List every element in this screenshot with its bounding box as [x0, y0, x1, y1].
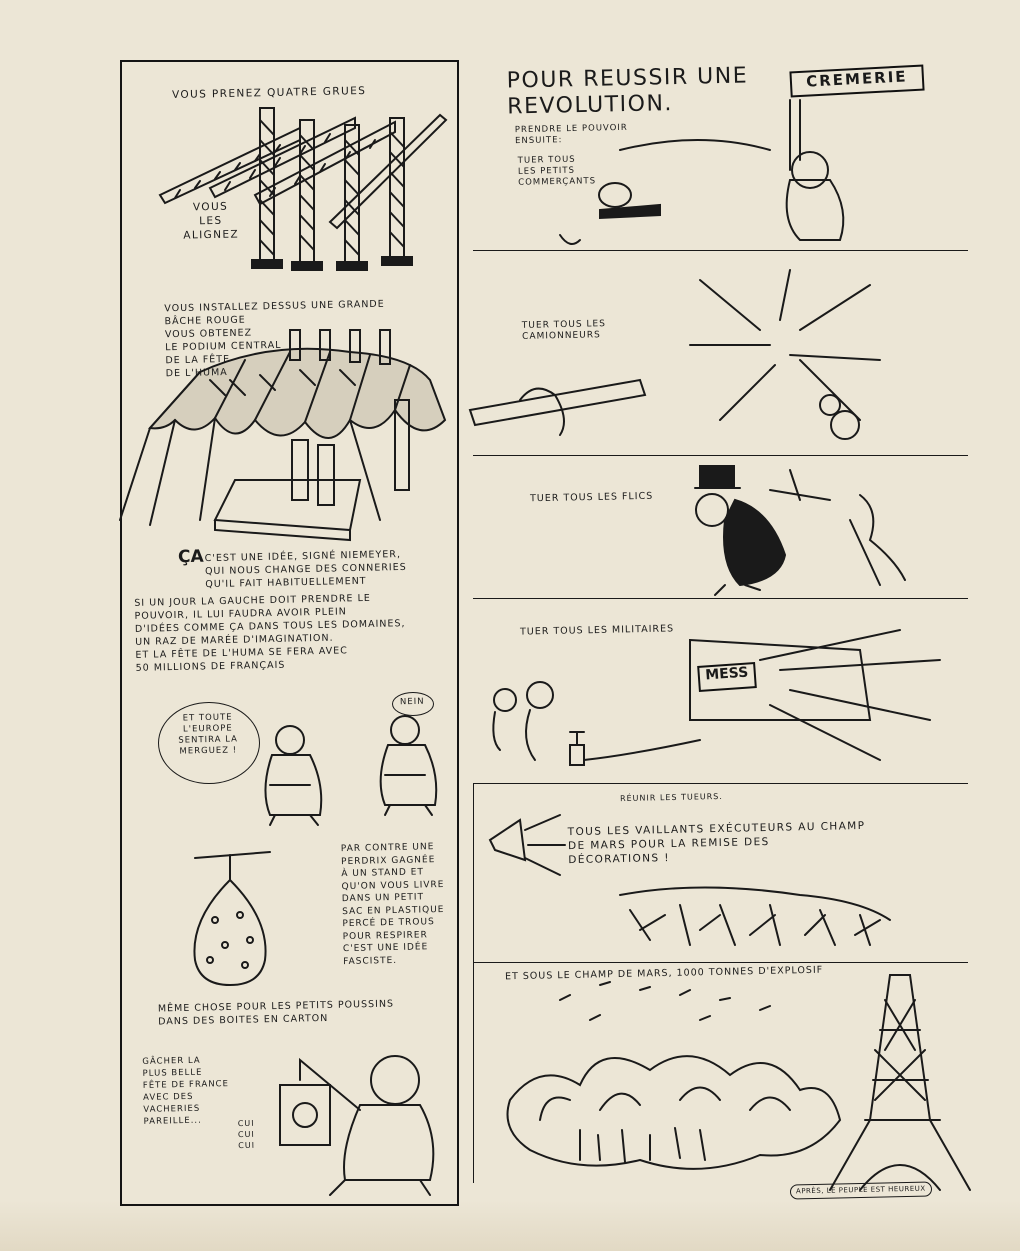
text-step1: TUER TOUS LES PETITS COMMERÇANTS [517, 154, 597, 188]
text-chicks: MÊME CHOSE POUR LES PETITS POUSSINS DANS DES BOITES EN CARTON [157, 998, 395, 1028]
text-step1-intro: PRENDRE LE POUVOIR ENSUITE: [514, 122, 628, 147]
text-step3: TUER TOUS LES FLICS [529, 490, 654, 505]
text-signature: APRÈS, LE PEUPLE EST HEUREUX [790, 1182, 932, 1200]
text-cui: CUI CUI CUI [237, 1118, 256, 1151]
cremerie-sign: CREMERIE [789, 65, 924, 98]
text-step6: ET SOUS LE CHAMP DE MARS, 1000 TONNES D'EXPLOSIF [504, 964, 824, 983]
crane-3 [255, 122, 395, 270]
gendarme-scene [695, 466, 905, 595]
text-step4: TUER TOUS LES MILITAIRES [519, 623, 675, 638]
text-left-paragraph: SI UN JOUR LA GAUCHE DOIT PRENDRE LE POUVOIR, IL LUI FAUDRA AVOIR PLEIN D'IDÉES COMME ÇA DANS TOUS LES DOMAINES, UN RAZ DE MARÉE D'IMAGINATION. ET LA FÊTE DE L'HUMA SE FERA AVEC 50 MILLIONS DE FRANÇAIS [134, 592, 406, 674]
text-align: VOUS LES ALIGNEZ [183, 200, 240, 242]
characters-merguez [265, 716, 436, 825]
text-idea-ca: ÇA [177, 546, 204, 568]
text-partridge: PAR CONTRE UNE PERDRIX GAGNÉE À UN STAND ET QU'ON VOUS LIVRE DANS UN PETIT SAC EN PLASTIQUE PERCÉ DE TROUS POUR RESPIRER C'EST UNE IDÉE FASCISTE. [340, 842, 445, 967]
text-step5: TOUS LES VAILLANTS EXÉCUTEURS AU CHAMP DE MARS POUR LA REMISE DES DÉCORATIONS ! [567, 819, 866, 867]
crane-2 [210, 118, 355, 270]
mess-sign: MESS [697, 662, 757, 692]
text-cranes: VOUS PRENEZ QUATRE GRUES [171, 84, 367, 102]
crane-1 [160, 108, 300, 268]
text-bubble-nein: NEIN [399, 696, 425, 708]
champ-de-mars-explosion [508, 975, 971, 1190]
bazooka-explosion [470, 270, 880, 439]
man-with-box [280, 1056, 433, 1195]
text-spoil: GÂCHER LA PLUS BELLE FÊTE DE FRANCE AVEC DES VACHERIES PAREILLE... [142, 1055, 230, 1127]
text-tarp: VOUS INSTALLEZ DESSUS UNE GRANDE BÂCHE ROUGE VOUS OBTENEZ LE PODIUM CENTRAL DE LA FÊTE DE L'HUMA [164, 298, 385, 380]
text-step5-caption: RÉUNIR LES TUEURS. [619, 791, 723, 804]
text-bubble-europe: ET TOUTE L'EUROPE SENTIRA LA MERGUEZ ! [178, 712, 239, 757]
text-step2: TUER TOUS LES CAMIONNEURS [521, 319, 607, 342]
text-idea: C'EST UNE IDÉE, SIGNÉ NIEMEYER, QUI NOUS CHANGE DES CONNERIES QU'IL FAIT HABITUELLEMENT [204, 549, 407, 591]
cremerie-scene [560, 100, 843, 244]
mess-explosion [493, 630, 940, 765]
title-revolution: POUR REUSSIR UNE REVOLUTION. [506, 63, 749, 120]
partridge-bag [194, 852, 270, 985]
